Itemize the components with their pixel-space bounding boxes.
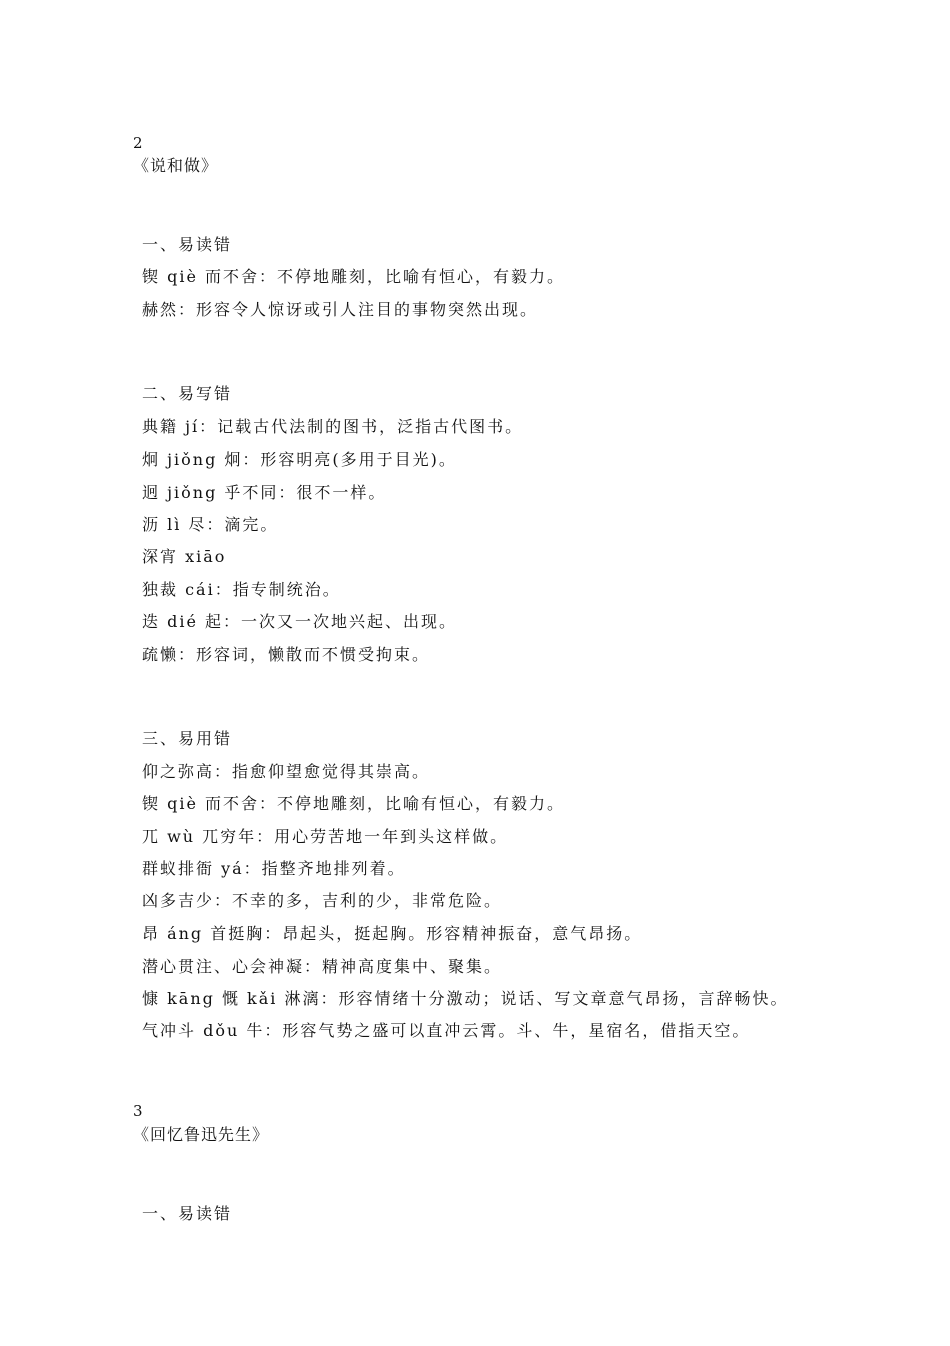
lesson-2-section-2-entry: 炯 jiǒng 炯：形容明亮(多用于目光)。 [142, 450, 457, 469]
lesson-2-number: 2 [133, 134, 143, 152]
lesson-2-section-3-entry: 潜心贯注、心会神凝：精神高度集中、聚集。 [142, 957, 503, 976]
lesson-2-section-3-entry: 气冲斗 dǒu 牛：形容气势之盛可以直冲云霄。斗、牛，星宿名，借指天空。 [142, 1021, 751, 1040]
lesson-3-number: 3 [133, 1102, 143, 1120]
lesson-2-section-3-entry: 兀 wù 兀穷年：用心劳苦地一年到头这样做。 [142, 827, 509, 846]
lesson-2-section-1-entry: 赫然：形容令人惊讶或引人注目的事物突然出现。 [142, 300, 539, 319]
lesson-2-section-3-entry: 慷 kāng 慨 kǎi 淋漓：形容情绪十分激动；说话、写文章意气昂扬，言辞畅快。 [142, 989, 789, 1008]
lesson-3-section-1-heading: 一、易读错 [142, 1204, 233, 1223]
lesson-2-section-3-entry: 凶多吉少：不幸的多，吉利的少，非常危险。 [142, 891, 503, 910]
lesson-2-section-3-entry: 仰之弥高：指愈仰望愈觉得其崇高。 [142, 762, 431, 781]
lesson-3-title: 《回忆鲁迅先生》 [133, 1125, 270, 1144]
lesson-2-section-2-entry: 疏懒：形容词，懒散而不惯受拘束。 [142, 645, 431, 664]
lesson-2-title: 《说和做》 [133, 156, 219, 175]
lesson-2-section-2-entry: 深宵 xiāo [142, 547, 227, 566]
lesson-2-section-1-heading: 一、易读错 [142, 235, 233, 254]
lesson-2-section-3-heading: 三、易用错 [142, 729, 233, 748]
lesson-2-section-3-entry: 锲 qiè 而不舍：不停地雕刻，比喻有恒心，有毅力。 [142, 794, 566, 813]
lesson-2-section-2-entry: 独裁 cái：指专制统治。 [142, 580, 341, 599]
lesson-2-section-2-entry: 迥 jiǒng 乎不同：很不一样。 [142, 483, 387, 502]
lesson-2-section-3-entry: 群蚁排衙 yá：指整齐地排列着。 [142, 859, 406, 878]
lesson-2-section-2-entry: 典籍 jí：记载古代法制的图书，泛指古代图书。 [142, 417, 524, 436]
lesson-2-section-1-entry: 锲 qiè 而不舍：不停地雕刻，比喻有恒心，有毅力。 [142, 267, 566, 286]
lesson-2-section-2-heading: 二、易写错 [142, 384, 233, 403]
lesson-2-section-2-entry: 迭 dié 起：一次又一次地兴起、出现。 [142, 612, 458, 631]
lesson-2-section-3-entry: 昂 áng 首挺胸：昂起头，挺起胸。形容精神振奋，意气昂扬。 [142, 924, 643, 943]
lesson-2-section-2-entry: 沥 lì 尽：滴完。 [142, 515, 279, 534]
